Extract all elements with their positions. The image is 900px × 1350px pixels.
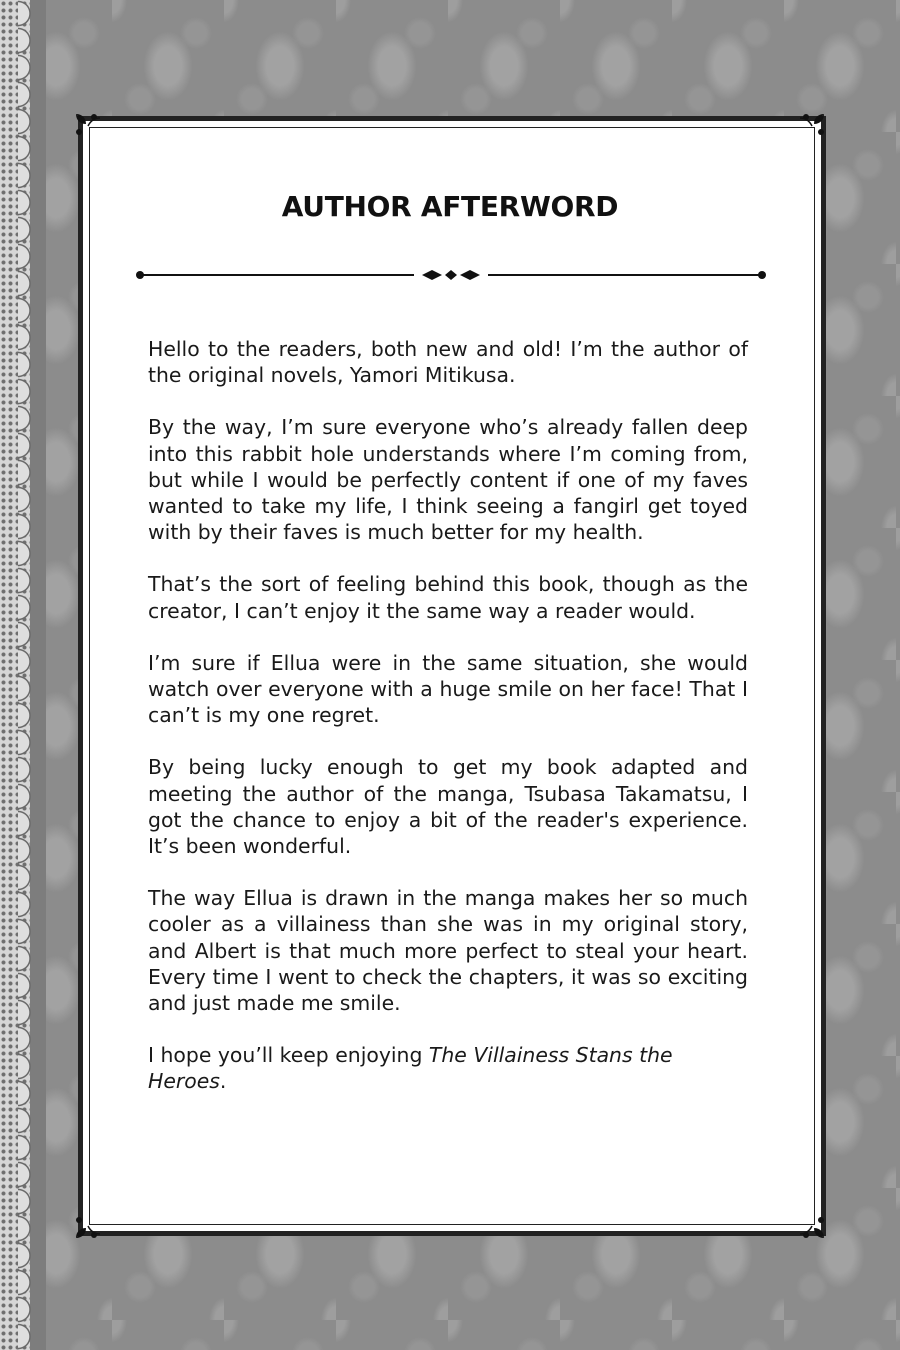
closing-period: . (219, 1069, 227, 1094)
flourish-corner-icon (794, 1208, 828, 1242)
flourish-corner-icon (72, 1208, 106, 1242)
afterword-body (148, 336, 748, 1121)
flourish-corner-icon (72, 110, 106, 144)
closing-paragraph (148, 1042, 748, 1094)
lace-border (0, 0, 46, 1350)
paragraph: The way Ellua is drawn in the manga makes her so much cooler as a villainess than she was in my original story, and Albert is that much more perfect to steal your heart. Every time I went to check the chapters, it was so exciting and just made me smile. (148, 886, 748, 1016)
closing-text: I hope you’ll keep enjoying (148, 1043, 429, 1068)
diamond-divider-icon (134, 262, 768, 288)
paragraph: I’m sure if Ellua were in the same situation, she would watch over everyone with a huge smile on her face! That I can’t is my one regret. (148, 650, 748, 728)
paragraph: By the way, I’m sure everyone who’s already fallen deep into this rabbit hole understands where I’m coming from, but while I would be perfectly content if one of my faves wanted to take my life, I think seeing a fangirl get toyed with by their faves is much better for my health. (148, 415, 748, 545)
book-title: The Villainess Stans the Heroes (148, 1043, 673, 1094)
paragraph: By being lucky enough to get my book adapted and meeting the author of the manga, Tsubasa Takamatsu, I got the chance to enjoy a bit of the reader's experience. It’s been wonderful. (148, 755, 748, 859)
lace-scallop-edge (18, 0, 44, 1350)
page-title: AUTHOR AFTERWORD (281, 190, 619, 223)
flourish-corner-icon (794, 110, 828, 144)
paragraph: That’s the sort of feeling behind this book, though as the creator, I can’t enjoy it the same way a reader would. (148, 572, 748, 623)
paragraph: Hello to the readers, both new and old! I’m the author of the original novels, Yamori Mitikusa. (148, 337, 748, 388)
